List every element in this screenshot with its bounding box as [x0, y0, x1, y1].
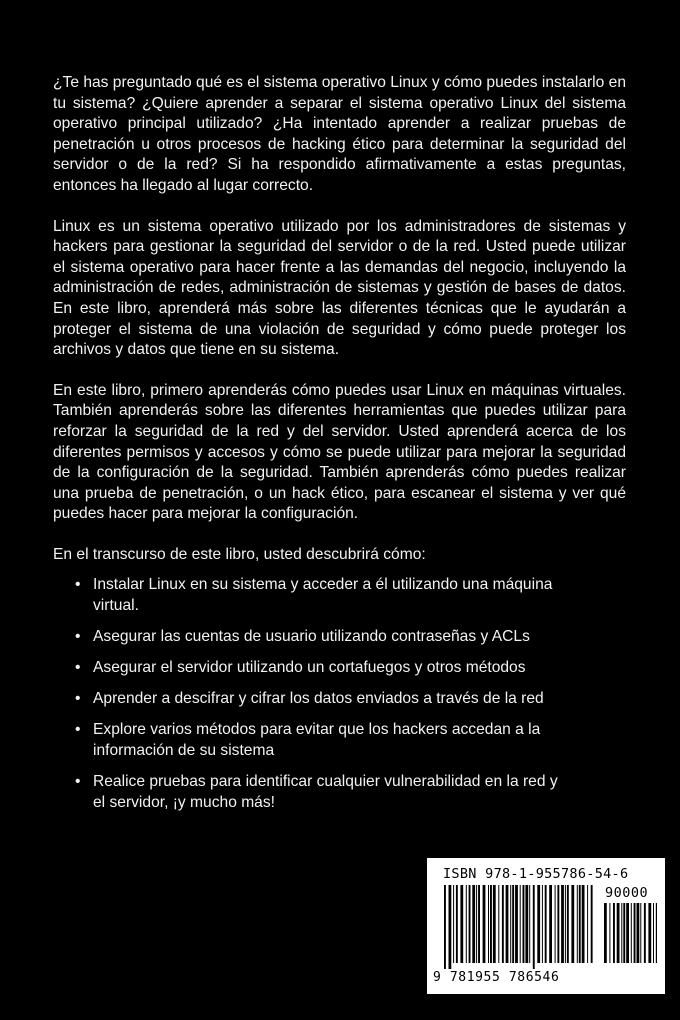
list-item — [53, 720, 568, 761]
barcode-bar — [472, 885, 475, 963]
barcode-bar — [523, 885, 525, 963]
addon-barcode-bars — [603, 903, 657, 969]
barcode-bar — [520, 885, 521, 963]
ean-digits: 9 781955 786546 — [433, 970, 560, 985]
barcode-bar — [634, 903, 636, 963]
barcode-bar — [498, 885, 499, 963]
feature-list — [53, 575, 626, 813]
barcode-bar — [478, 885, 480, 963]
list-item — [53, 658, 568, 679]
isbn-barcode — [427, 858, 665, 994]
barcode-bar — [577, 885, 578, 963]
barcode-bar — [648, 903, 651, 963]
bullet-icon: • — [75, 773, 81, 791]
barcode-bar — [510, 885, 511, 963]
barcode-bar — [525, 885, 528, 963]
list-item-text: Asegurar el servidor utilizando un cortafuegos y otros métodos — [93, 659, 526, 677]
barcode-bar — [493, 885, 496, 963]
barcode-bar — [567, 885, 569, 963]
list-item — [53, 772, 568, 813]
barcode-bar — [557, 885, 559, 963]
barcode-bar — [460, 885, 463, 963]
list-item-text: Instalar Linux en su sistema y acceder a él utilizando una máquina virtual. — [93, 576, 553, 615]
list-item — [53, 627, 568, 648]
linux-description-paragraph: Linux es un sistema operativo utilizado por los administradores de sistemas y hackers para gestionar la seguridad del servidor o de la red. Usted puede utilizar el sistema operativo para hacer frente a las demandas del negocio, incluyendo la administración de redes, administración de sistemas y gestión de bases de datos. En este libro, aprenderá más sobre las diferentes técnicas que le ayudarán a proteger el sistema de una violación de seguridad y cómo puede proteger los archivos y datos que tiene en su sistema. — [53, 217, 626, 359]
barcode-bar — [549, 885, 552, 963]
barcode-bar — [653, 903, 654, 963]
barcode-bar — [613, 903, 615, 963]
barcode-bar — [502, 885, 504, 963]
barcode-bar — [565, 885, 566, 963]
barcode-bar — [561, 885, 564, 963]
barcode-bar — [604, 903, 607, 963]
barcode-bar — [623, 903, 625, 963]
barcode-bar — [490, 885, 492, 963]
barcode-bar — [469, 885, 471, 963]
barcode-bar — [515, 885, 518, 963]
barcode-bar — [631, 903, 632, 963]
list-item-text: Realice pruebas para identificar cualquier vulnerabilidad en la red y el servidor, ¡y mucho más! — [93, 773, 558, 811]
list-item-text: Explore varios métodos para evitar que los hackers accedan a la información de su sistema — [93, 721, 541, 760]
barcode-bar — [582, 885, 585, 963]
barcode-bar — [637, 903, 640, 963]
bullet-icon: • — [75, 628, 81, 646]
barcode-bar — [640, 903, 641, 963]
bullet-icon: • — [75, 576, 81, 594]
bullet-icon: • — [75, 690, 81, 708]
barcode-bar — [512, 885, 514, 963]
bullet-icon: • — [75, 721, 81, 739]
intro-paragraph: ¿Te has preguntado qué es el sistema operativo Linux y cómo puedes instalarlo en tu sistema? ¿Quiere aprender a separar el sistema operativo Linux del sistema operativo principal utilizado? ¿Ha intentado aprender a realizar pruebas de penetración u otros procesos de hacking ético para determinar la seguridad del servidor o de la red? Si ha respondido afirmativamente a estas preguntas, entonces ha llegado al lugar correcto. — [53, 74, 626, 194]
barcode-bar — [571, 885, 574, 963]
barcode-bar — [555, 885, 556, 963]
barcode-bar — [533, 885, 535, 969]
barcode-bar — [444, 885, 446, 969]
barcode-bar — [644, 903, 646, 963]
barcode-bar — [449, 885, 452, 969]
barcode-bar — [483, 885, 486, 963]
barcode-bar — [656, 903, 657, 963]
barcode-bar — [453, 885, 454, 963]
book-overview-paragraph: En este libro, primero aprenderás cómo puedes usar Linux en máquinas virtuales. También aprenderás sobre las diferentes herramientas que puedes utilizar para reforzar la seguridad de la red y del servidor. Usted aprenderá acerca de los diferentes permisos y accesos y cómo se puede utilizar para mejorar la seguridad de la configuración de la seguridad. También aprenderás cómo puedes realizar una prueba de penetración, o un hack ético, para escanear el sistema y ver qué puedes hacer para mejorar la configuración. — [53, 381, 626, 523]
barcode-bar — [545, 885, 547, 963]
barcode-bar — [626, 903, 629, 963]
barcode-bar — [617, 903, 620, 963]
back-cover-text — [53, 73, 626, 824]
barcode-bar — [456, 885, 458, 963]
ean-barcode-bars — [443, 885, 595, 969]
list-intro-paragraph: En el transcurso de este libro, usted descubrirá cómo: — [53, 545, 426, 563]
barcode-bar — [579, 885, 581, 963]
list-item — [53, 575, 568, 616]
list-item-text: Asegurar las cuentas de usuario utilizando contraseñas y ACLs — [93, 628, 530, 646]
barcode-bar — [591, 885, 593, 963]
barcode-bar — [488, 885, 489, 963]
list-item — [53, 689, 568, 710]
barcode-bar — [542, 885, 543, 963]
barcode-bar — [587, 885, 588, 963]
barcode-bar — [621, 903, 622, 963]
barcode-bar — [609, 903, 610, 963]
barcode-bar — [466, 885, 467, 963]
addon-price-code: 90000 — [605, 885, 649, 901]
barcode-bar — [506, 885, 509, 963]
barcode-bar — [476, 885, 477, 963]
bullet-icon: • — [75, 659, 81, 677]
barcode-bar — [537, 885, 540, 963]
list-item-text: Aprender a descifrar y cifrar los datos enviados a través de la red — [93, 690, 544, 708]
barcode-bar — [529, 885, 530, 963]
isbn-label: ISBN 978-1-955786-54-6 — [443, 866, 629, 882]
